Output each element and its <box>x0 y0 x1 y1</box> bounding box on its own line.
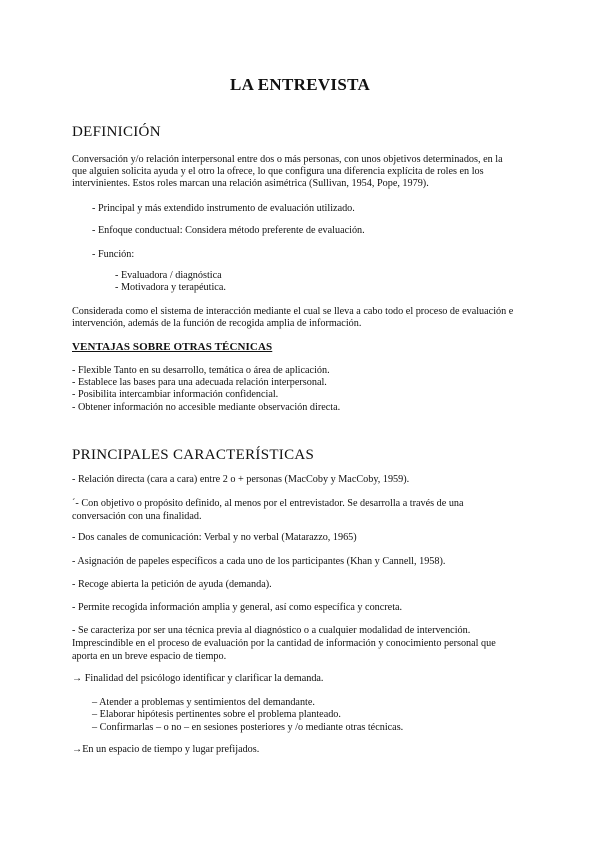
finalidad-item: – Confirmarlas – o no – en sesiones posteriores y /o mediante otras técnicas. <box>92 722 404 733</box>
caracteristica-item-4: - Asignación de papeles específicos a cada uno de los participantes (Khan y Cannell, 1958). <box>72 556 446 567</box>
caracteristica-item-7-line-1: - Se caracteriza por ser una técnica previa al diagnóstico o a cualquier modalidad de intervención. <box>72 625 471 636</box>
document-title: LA ENTREVISTA <box>229 75 371 94</box>
heading-caracteristicas: PRINCIPALES CARACTERÍSTICAS <box>72 447 315 463</box>
considerada-line-1: Considerada como el sistema de interacción mediante el cual se lleva a cabo todo el proceso de evaluación e <box>72 306 514 317</box>
point-enfoque: - Enfoque conductual: Considera método preferente de evaluación. <box>92 225 365 236</box>
ventaja-item: - Flexible Tanto en su desarrollo, temática o área de aplicación. <box>72 365 330 376</box>
finalidad-line: → Finalidad del psicólogo identificar y clarificar la demanda. <box>72 673 324 684</box>
caracteristica-item-1: - Relación directa (cara a cara) entre 2 o + personas (MacCoby y MacCoby, 1959). <box>72 474 410 485</box>
definition-line-1: Conversación y/o relación interpersonal entre dos o más personas, con unos objetivos determinados, en la <box>72 154 503 165</box>
finalidad-item: – Atender a problemas y sentimientos del demandante. <box>92 697 315 708</box>
definition-line-3: intervinientes. Estos roles marcan una relación asimétrica (Sullivan, 1954, Pope, 1979). <box>72 178 429 189</box>
heading-definicion: DEFINICIÓN <box>72 124 161 140</box>
caracteristica-item-7-line-2: Imprescindible en el proceso de evaluación por la cantidad de información y conocimiento personal que <box>72 638 496 649</box>
point-principal: - Principal y más extendido instrumento de evaluación utilizado. <box>92 203 355 214</box>
point-funcion: - Función: <box>92 249 135 260</box>
ventaja-item: - Establece las bases para una adecuada relación interpersonal. <box>72 377 327 388</box>
ventaja-item: - Obtener información no accesible mediante observación directa. <box>72 402 341 413</box>
finalidad-item: – Elaborar hipótesis pertinentes sobre el problema planteado. <box>92 709 341 720</box>
heading-ventajas: VENTAJAS SOBRE OTRAS TÉCNICAS <box>72 341 273 353</box>
caracteristica-item-3: - Dos canales de comunicación: Verbal y no verbal (Matarazzo, 1965) <box>72 532 357 543</box>
caracteristica-item-5: - Recoge abierta la petición de ayuda (demanda). <box>72 579 272 590</box>
funcion-item-evaluadora: - Evaluadora / diagnóstica <box>115 270 222 281</box>
caracteristica-item-2-line-1: ´- Con objetivo o propósito definido, al menos por el entrevistador. Se desarrolla a través de una <box>72 498 464 509</box>
ventaja-item: - Posibilita intercambiar información confidencial. <box>72 389 279 400</box>
caracteristica-item-7-line-3: aporta en un breve espacio de tiempo. <box>72 651 227 662</box>
definition-line-2: que alguien solicita ayuda y el otro la ofrece, lo que configura una diferencia explícita de roles en los <box>72 166 484 177</box>
espacio-line: →En un espacio de tiempo y lugar prefijados. <box>72 744 260 755</box>
considerada-line-2: intervención, además de la función de recogida amplia de información. <box>72 318 362 329</box>
caracteristica-item-2-line-2: conversación con una finalidad. <box>72 511 202 522</box>
funcion-item-motivadora: - Motivadora y terapéutica. <box>115 282 226 293</box>
caracteristica-item-6: - Permite recogida información amplia y general, así como específica y concreta. <box>72 602 403 613</box>
